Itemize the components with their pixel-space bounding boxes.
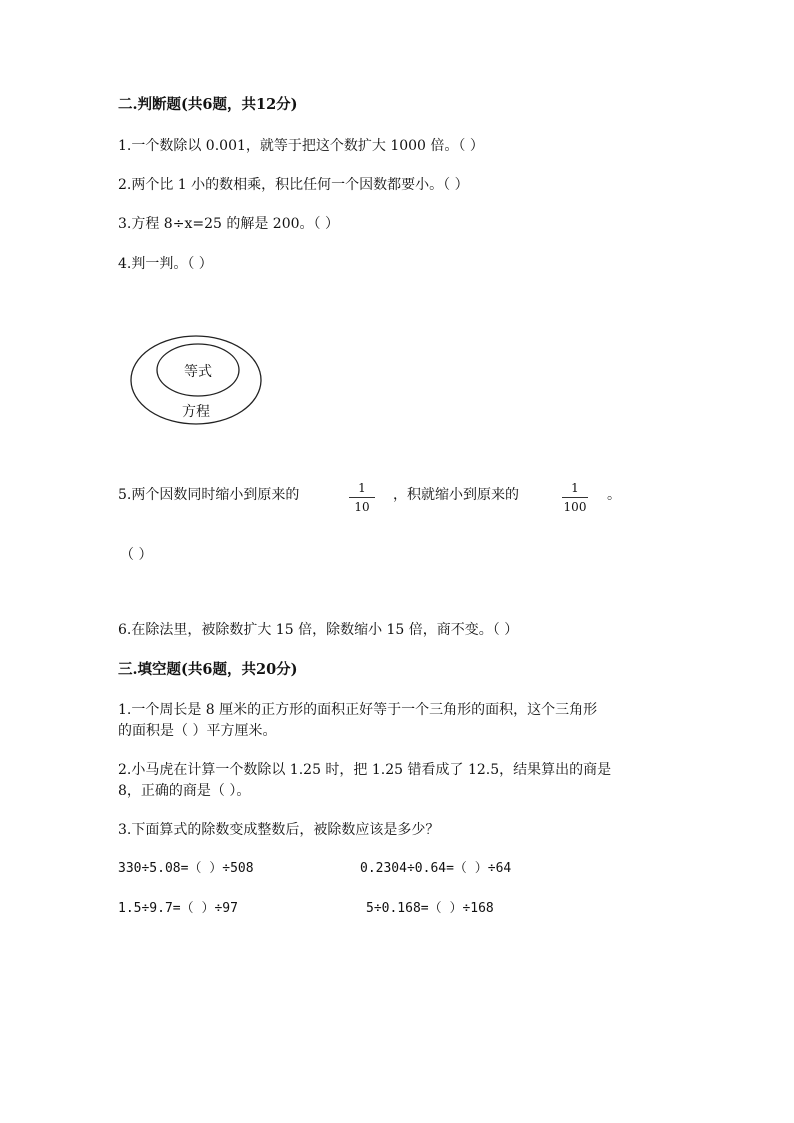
expression-4: 5÷0.168=（ ）÷168 (366, 901, 494, 916)
fraction-bar (562, 497, 588, 498)
expression-1: 330÷5.08=（ ）÷508 (118, 861, 254, 876)
question-2-5-answer-blank: （ ） (120, 547, 153, 563)
question-2-5-middle: ，积就缩小到原来的 (393, 487, 519, 503)
question-3-2-line1: 2.小马虎在计算一个数除以 1.25 时，把 1.25 错看成了 12.5，结果算出的商是 (118, 762, 612, 778)
fraction-one-hundredth (560, 480, 590, 515)
expression-3: 1.5÷9.7=（ ）÷97 (118, 901, 238, 916)
question-2-4: 4.判一判。（ ） (118, 256, 213, 272)
question-3-1-line1: 1.一个周长是 8 厘米的正方形的面积正好等于一个三角形的面积，这个三角形 (118, 702, 598, 718)
fraction-one-tenth (347, 480, 377, 515)
question-2-3: 3.方程 8÷x=25 的解是 200。（ ） (118, 216, 339, 232)
question-2-2: 2.两个比 1 小的数相乘，积比任何一个因数都要小。（ ） (118, 177, 469, 193)
question-3-2-line2: 8，正确的商是（ ）。 (118, 783, 251, 799)
section-2-heading: 二.判断题(共6题，共12分) (118, 96, 298, 113)
venn-inner-label: 等式 (184, 364, 212, 380)
question-2-5-end: 。 (607, 487, 621, 503)
fraction-numerator: 1 (358, 481, 366, 495)
section-3-heading: 三.填空题(共6题，共20分) (118, 661, 298, 678)
fraction-numerator: 1 (571, 481, 579, 495)
venn-outer-label: 方程 (182, 404, 210, 420)
question-2-6: 6.在除法里，被除数扩大 15 倍，除数缩小 15 倍，商不变。（ ） (118, 622, 519, 638)
venn-diagram (130, 334, 270, 429)
question-3-3: 3.下面算式的除数变成整数后，被除数应该是多少？ (118, 822, 440, 838)
question-3-1-line2: 的面积是（ ）平方厘米。 (118, 723, 277, 739)
fraction-denominator: 100 (563, 500, 587, 514)
fraction-denominator: 10 (354, 500, 370, 514)
question-2-5-prefix: 5.两个因数同时缩小到原来的 (118, 487, 300, 503)
question-2-1: 1.一个数除以 0.001，就等于把这个数扩大 1000 倍。（ ） (118, 138, 484, 154)
expression-2: 0.2304÷0.64=（ ）÷64 (360, 861, 512, 876)
fraction-bar (349, 497, 375, 498)
